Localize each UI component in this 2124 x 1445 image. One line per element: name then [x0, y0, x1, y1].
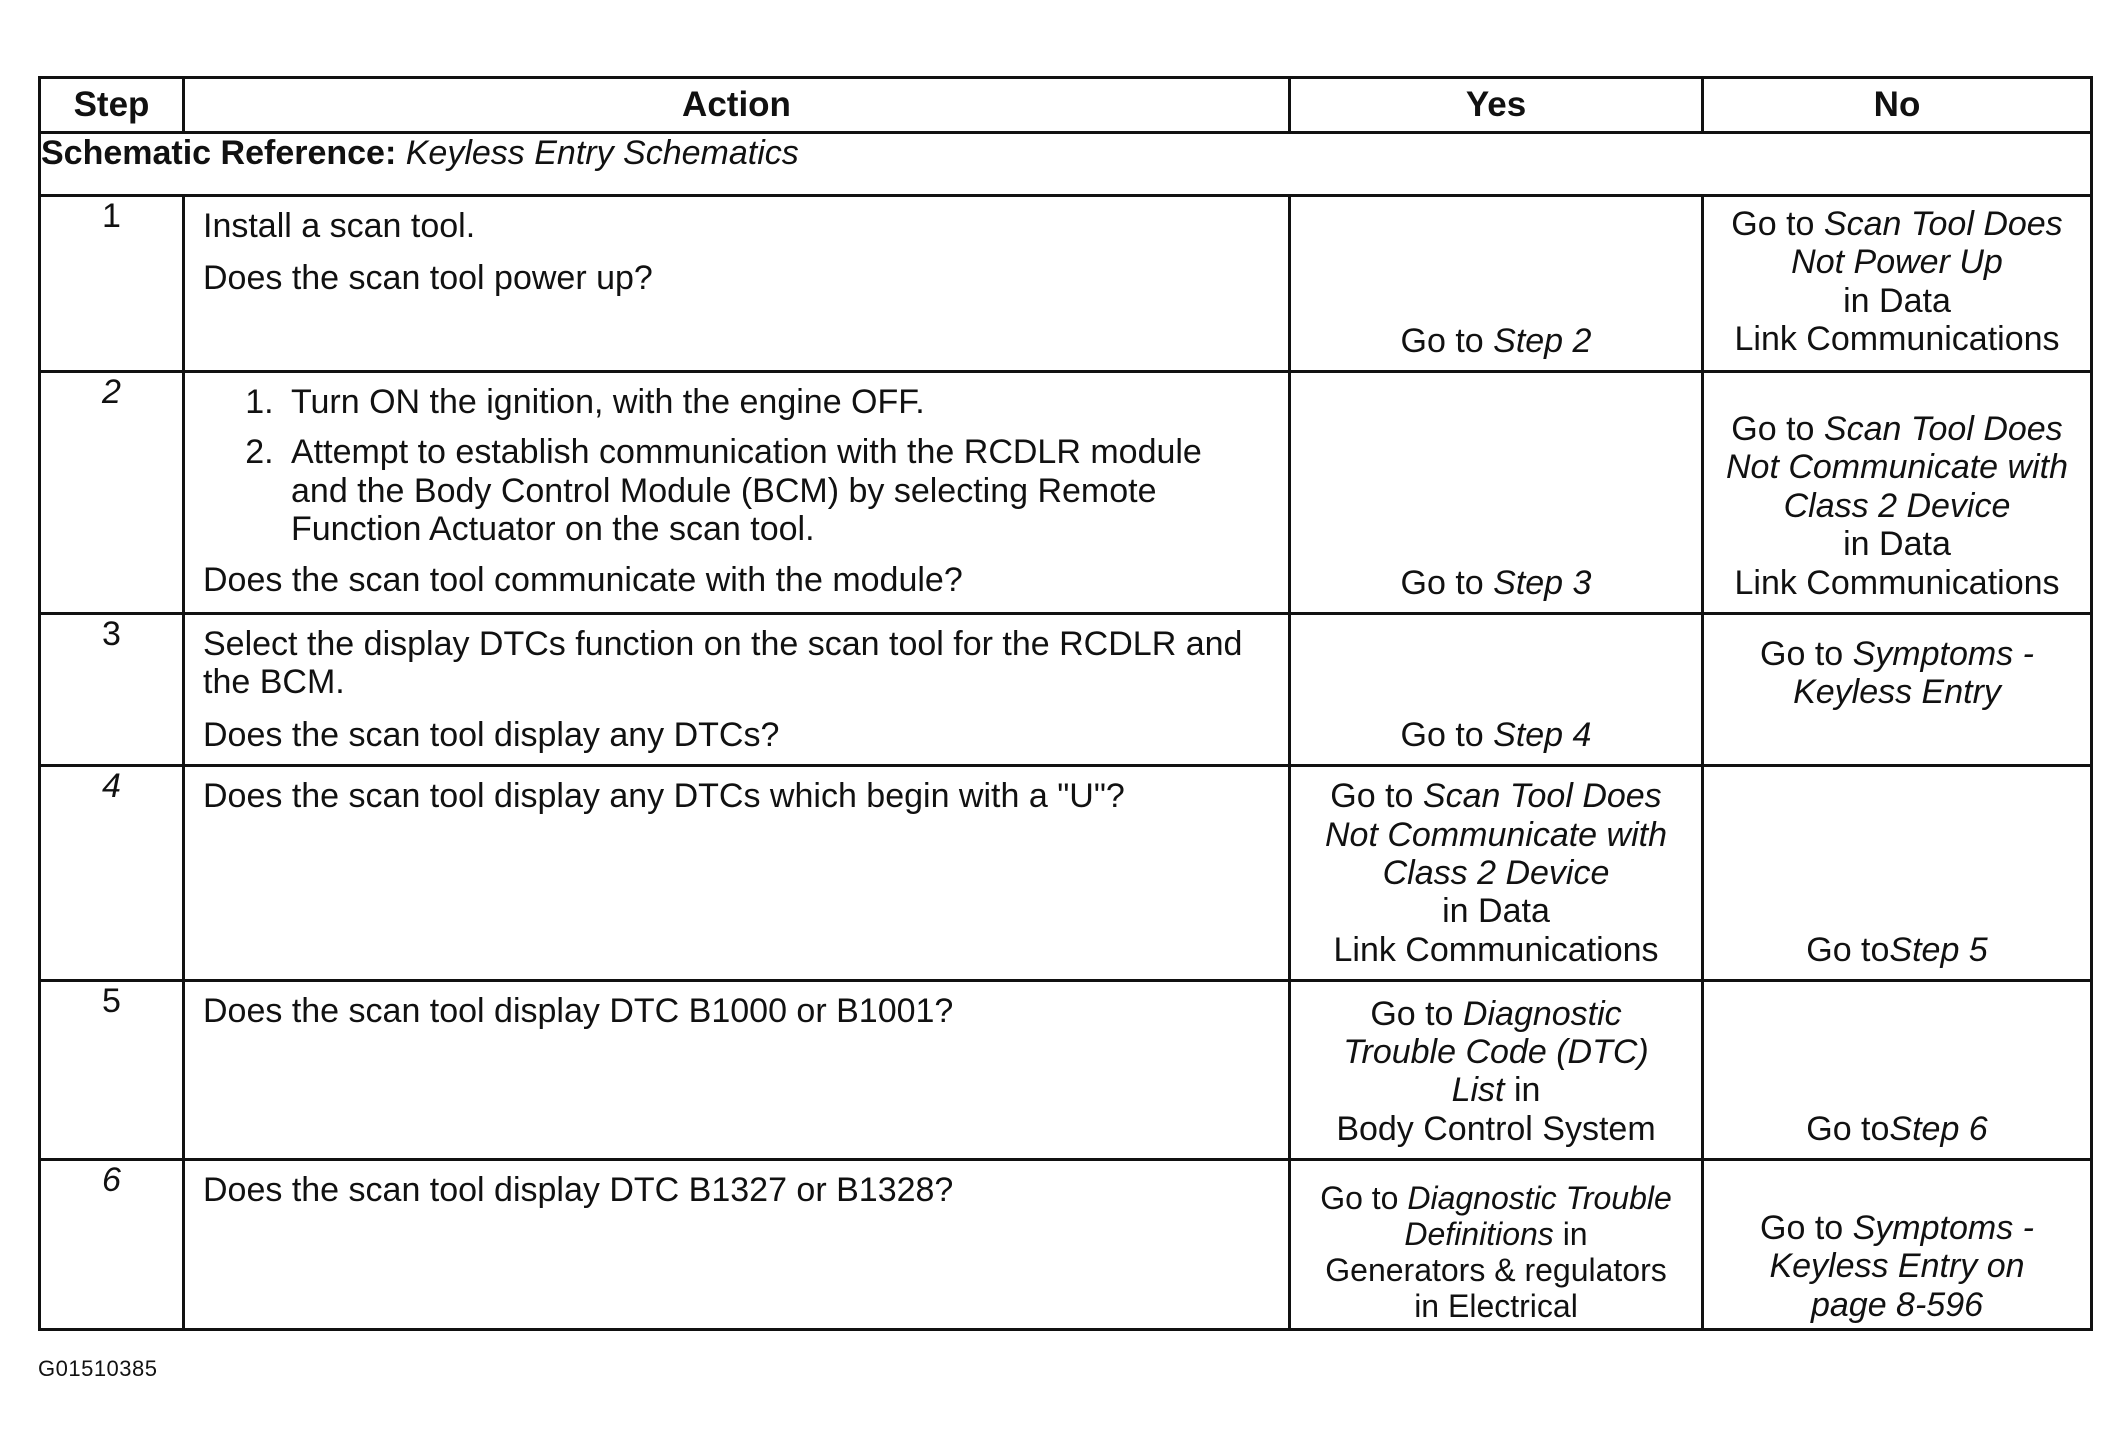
action-question: Does the scan tool display any DTCs which begin with a "U"?: [203, 777, 1125, 816]
yes-link[interactable]: Diagnostic Trouble Definitions: [1404, 1179, 1672, 1252]
header-action: Action: [184, 78, 1290, 133]
table-row: [40, 614, 2092, 766]
action-cell: [184, 196, 1290, 372]
action-list: [203, 383, 1268, 549]
no-cell: Go to Symptoms - Keyless Entry on page 8-596: [1703, 1160, 2092, 1330]
action-cell: [184, 1160, 1290, 1330]
yes-link[interactable]: Step 2: [1493, 321, 1592, 360]
figure-id: G01510385: [38, 1356, 158, 1381]
yes-link[interactable]: Step 3: [1493, 563, 1592, 602]
table-row: [40, 372, 2092, 614]
header-step: Step: [40, 78, 184, 133]
action-text: Select the display DTCs function on the scan tool for the RCDLR and the BCM.: [203, 625, 1243, 702]
yes-cell: Go to Step 2: [1290, 196, 1703, 372]
action-text: Install a scan tool.: [203, 207, 476, 245]
schematic-reference-value: Keyless Entry Schematics: [405, 134, 799, 172]
yes-link[interactable]: Diagnostic Trouble Code (DTC) List: [1343, 994, 1649, 1110]
schematic-reference-row: [40, 133, 2092, 196]
no-link[interactable]: Symptoms - Keyless Entry: [1793, 635, 2034, 712]
table-row: [40, 981, 2092, 1160]
header-yes: Yes: [1290, 78, 1703, 133]
action-question: Does the scan tool power up?: [203, 259, 653, 298]
no-link[interactable]: Scan Tool Does Not Communicate with Class 2 Device: [1725, 409, 2068, 525]
table-row: [40, 1160, 2092, 1330]
table-row: [40, 766, 2092, 981]
step-number: 1: [40, 196, 184, 372]
yes-cell: Go to Step 4: [1290, 614, 1703, 766]
step-number: 3: [40, 614, 184, 766]
action-question: Does the scan tool display DTC B1327 or B1328?: [203, 1171, 954, 1210]
action-list-item: 1. Turn ON the ignition, with the engine OFF.: [283, 383, 1268, 421]
yes-link[interactable]: Scan Tool Does Not Communicate with Class 2 Device: [1324, 777, 1667, 892]
no-link[interactable]: Symptoms - Keyless Entry on page 8-596: [1769, 1209, 2034, 1324]
no-cell: Go to Symptoms - Keyless Entry: [1703, 614, 2092, 766]
action-question: Does the scan tool communicate with the module?: [203, 560, 963, 599]
no-cell: Go toStep 5: [1703, 766, 2092, 981]
yes-cell: Go to Diagnostic Trouble Code (DTC) List in Body Control System: [1290, 981, 1703, 1160]
table-row: [40, 196, 2092, 372]
step-number: 4: [40, 766, 184, 981]
yes-link[interactable]: Step 4: [1493, 715, 1592, 754]
no-link[interactable]: Scan Tool Does Not Power Up: [1791, 205, 2063, 282]
no-link[interactable]: Step 5: [1889, 930, 1988, 969]
header-no: No: [1703, 78, 2092, 133]
no-cell: Go toStep 6: [1703, 981, 2092, 1160]
step-number: 2: [40, 372, 184, 614]
action-question: Does the scan tool display any DTCs?: [203, 715, 780, 754]
header-row: [40, 78, 2092, 133]
no-cell: Go to Scan Tool Does Not Communicate with Class 2 Device in Data Link Communications: [1703, 372, 2092, 614]
yes-cell: Go to Step 3: [1290, 372, 1703, 614]
action-cell: [184, 372, 1290, 614]
diagnostic-table: [38, 76, 2093, 1331]
action-cell: [184, 766, 1290, 981]
action-cell: [184, 614, 1290, 766]
action-list-item: 2. Attempt to establish communication with the RCDLR module and the Body Control Module (BCM) by selecting Remote Function Actuator on the scan tool.: [283, 433, 1268, 548]
schematic-reference: [40, 133, 2092, 196]
step-number: 6: [40, 1160, 184, 1330]
schematic-reference-label: Schematic Reference:: [41, 134, 397, 172]
yes-cell: Go to Scan Tool Does Not Communicate with Class 2 Device in Data Link Communications: [1290, 766, 1703, 981]
step-number: 5: [40, 981, 184, 1160]
action-cell: [184, 981, 1290, 1160]
yes-cell: Go to Diagnostic Trouble Definitions in Generators & regulators in Electrical: [1290, 1160, 1703, 1330]
action-question: Does the scan tool display DTC B1000 or B1001?: [203, 992, 954, 1031]
no-link[interactable]: Step 6: [1889, 1109, 1988, 1148]
no-cell: Go to Scan Tool Does Not Power Up in Data Link Communications: [1703, 196, 2092, 372]
